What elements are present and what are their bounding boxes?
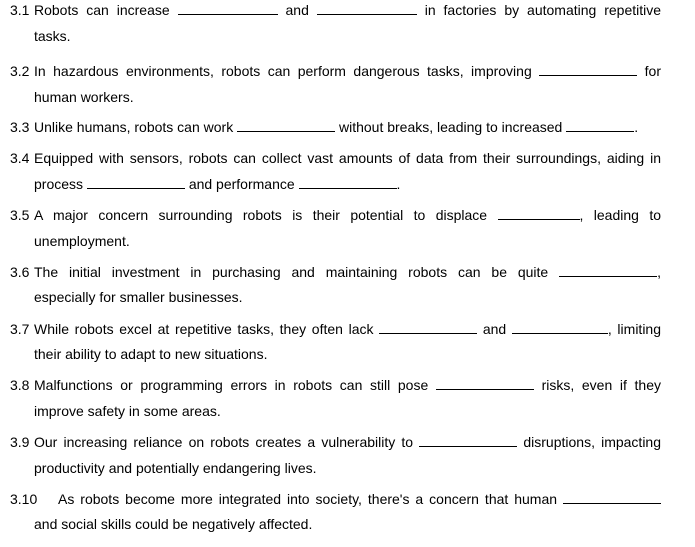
answer-blank[interactable] (379, 321, 477, 334)
answer-blank[interactable] (419, 434, 517, 447)
question-number: 3.6 (10, 264, 30, 280)
question-number: 3.10 (10, 491, 38, 507)
question-text: . (396, 176, 401, 192)
question-text: Our increasing reliance on robots creates a vulnerability to (34, 434, 414, 450)
question-text: While robots excel at repetitive tasks, they often lack (34, 321, 374, 337)
question-line (58, 491, 661, 507)
question-text: Malfunctions or programming errors in robots can still pose (34, 377, 429, 393)
question-number: 3.9 (10, 434, 30, 450)
question-line (34, 434, 661, 450)
answer-blank[interactable] (498, 207, 580, 220)
question-line (34, 264, 661, 280)
question-text: their ability to adapt to new situations. (34, 346, 268, 362)
answer-blank[interactable] (178, 2, 278, 15)
question-text: productivity and potentially endangering lives. (34, 460, 317, 476)
question-number: 3.5 (10, 207, 30, 223)
answer-blank[interactable] (87, 176, 185, 189)
question-line (34, 28, 661, 44)
question-number: 3.2 (10, 63, 30, 79)
question-text: in factories by automating repetitive (424, 2, 662, 18)
question-text: and (285, 2, 309, 18)
question-text: and performance (188, 176, 295, 192)
question-number: 3.7 (10, 321, 30, 337)
question-text: process (34, 176, 84, 192)
question-number: 3.4 (10, 150, 30, 166)
question-line (34, 460, 661, 476)
answer-blank[interactable] (512, 321, 608, 334)
question-text: human workers. (34, 89, 134, 105)
question-text: tasks. (34, 28, 71, 44)
question-line (34, 119, 661, 135)
question-text: improve safety in some areas. (34, 403, 221, 419)
answer-blank[interactable] (559, 264, 657, 277)
question-text: and social skills could be negatively affected. (34, 516, 313, 532)
question-line (34, 2, 661, 18)
question-line (34, 207, 661, 223)
answer-blank[interactable] (539, 63, 637, 76)
question-line (34, 321, 661, 337)
question-line (34, 89, 661, 105)
question-line (34, 403, 661, 419)
question-text: and (482, 321, 507, 337)
answer-blank[interactable] (436, 377, 534, 390)
answer-blank[interactable] (299, 176, 397, 189)
question-text: In hazardous environments, robots can perform dangerous tasks, improving (34, 63, 532, 79)
question-text: , (657, 264, 661, 280)
answer-blank[interactable] (317, 2, 417, 15)
question-line (34, 233, 661, 249)
question-line (34, 377, 661, 393)
question-line (34, 516, 661, 532)
question-line (34, 346, 661, 362)
answer-blank[interactable] (566, 119, 634, 132)
question-text: for (644, 63, 661, 79)
question-text: , leading to (579, 207, 662, 223)
question-line (34, 63, 661, 79)
question-number: 3.8 (10, 377, 30, 393)
question-line (34, 150, 661, 166)
question-text: Equipped with sensors, robots can collect vast amounts of data from their surroundings, aiding in (34, 150, 661, 166)
answer-blank[interactable] (237, 119, 335, 132)
question-text: The initial investment in purchasing and maintaining robots can be quite (34, 264, 549, 280)
question-text: As robots become more integrated into society, there's a concern that human (58, 491, 558, 507)
question-number: 3.3 (10, 119, 30, 135)
question-text: . (634, 119, 639, 135)
question-text: especially for smaller businesses. (34, 289, 243, 305)
question-number: 3.1 (10, 2, 30, 18)
answer-blank[interactable] (563, 491, 661, 504)
question-text: , limiting (607, 321, 661, 337)
question-line (34, 289, 661, 305)
question-text: without breaks, leading to increased (338, 119, 563, 135)
question-text: unemployment. (34, 233, 130, 249)
question-text: disruptions, impacting (523, 434, 662, 450)
question-text: Robots can increase (34, 2, 170, 18)
question-text: Unlike humans, robots can work (34, 119, 234, 135)
question-text: risks, even if they (541, 377, 662, 393)
question-line (34, 176, 661, 192)
question-text: A major concern surrounding robots is their potential to displace (34, 207, 488, 223)
